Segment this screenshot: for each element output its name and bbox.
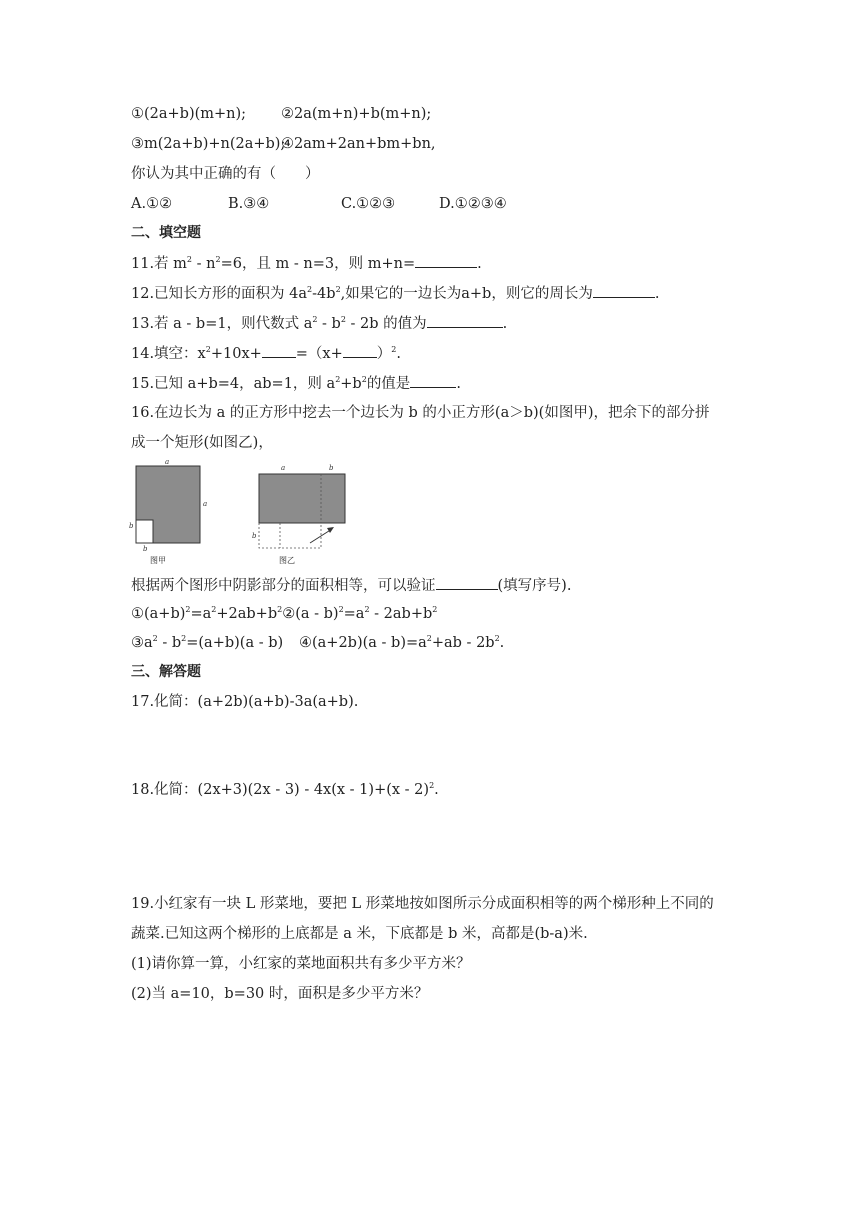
label-b-top: b [329,464,334,472]
label-b-left: b [129,522,134,530]
section-title-fill-blank: 二、填空题 [131,225,201,241]
q10-options-row1 [131,104,432,124]
q19-line-2: 蔬菜.已知这两个梯形的上底都是 a 米，下底都是 b 米，高都是(b-a)米. [131,926,588,942]
q13-text-d: . [502,316,508,332]
q14-text-d: ） [376,346,392,362]
q18-text-a: 18.化简：(2x+3)(2x - 3) - 4x(x - 1)+(x - 2) [131,782,430,798]
answer-blank[interactable] [410,373,456,388]
superscript: 2 [211,605,217,614]
q16-opt2-b: =a [343,606,365,622]
q12-text-a: 12.已知长方形的面积为 4a [131,286,308,302]
superscript: 2 [432,605,438,614]
q10-option-2: ②2a(m+n)+b(m+n); [281,106,432,122]
q16-options-row2 [131,633,505,653]
question-18 [131,780,439,800]
label-a-top: a [165,459,170,466]
q16-opt1-c: +2ab+b [216,606,278,622]
q16-opt4-b: +ab - 2b [431,635,495,651]
superscript: 2 [185,605,191,614]
small-square [136,520,153,543]
q16-text-b: (填写序号). [497,578,572,594]
q15-text-b: +b [340,376,362,392]
superscript: 2 [307,285,313,294]
q13-text-b: - b [317,316,341,332]
superscript: 2 [277,605,283,614]
superscript: 2 [391,345,397,354]
q19-line-1: 19.小红家有一块 L 形菜地，要把 L 形菜地按如图所示分成面积相等的两个梯形种上不同的 [131,896,714,912]
superscript: 2 [312,315,318,324]
q10-option-3: ③m(2a+b)+n(2a+b); [131,136,286,152]
answer-blank[interactable] [415,253,477,268]
superscript: 2 [338,605,344,614]
superscript: 2 [340,315,346,324]
answer-blank[interactable] [436,575,498,590]
q16-text-a: 根据两个图形中阴影部分的面积相等，可以验证 [131,578,436,594]
choice-a: A.①② [131,196,173,212]
q11-text-b: - n [192,256,216,272]
q19-sub-2: (2)当 a=10，b=30 时，面积是多少平方米？ [131,986,429,1002]
q13-text-a: 13.若 a - b=1，则代数式 a [131,316,313,332]
q15-text-a: 15.已知 a+b=4，ab=1，则 a [131,376,336,392]
q10-option-1: ①(2a+b)(m+n); [131,106,247,122]
q16-line-2: 成一个矩形(如图乙)， [131,435,273,451]
q14-text-e: . [396,346,401,362]
q16-line-3 [131,575,571,596]
q14-text-a: 14.填空：x [131,346,206,362]
question-12 [131,283,659,304]
caption-jia: 图甲 [150,556,166,565]
answer-blank[interactable] [262,343,296,358]
q11-text-d: . [477,256,482,272]
question-17: 17.化简：(a+2b)(a+b)-3a(a+b). [131,694,359,710]
q16-line-1: 16.在边长为 a 的正方形中挖去一个边长为 b 的小正方形(a＞b)(如图甲)，把余下的部分拼 [131,405,710,421]
q12-text-d: . [654,286,660,302]
rectangle [259,474,345,523]
question-15 [131,373,461,394]
superscript: 2 [426,634,432,643]
superscript: 2 [494,634,500,643]
superscript: 2 [361,375,367,384]
q16-opt4-a: ④(a+2b)(a - b)=a [299,635,427,651]
q16-opt3-c: =(a+b)(a - b) [186,635,284,651]
caption-yi: 图乙 [279,556,295,565]
superscript: 2 [335,285,341,294]
q14-text-c: =（x+ [295,346,343,362]
q10-choices [131,194,507,214]
q16-opt3-a: ③a [131,635,153,651]
superscript: 2 [364,605,370,614]
answer-blank[interactable] [593,283,655,298]
superscript: 2 [186,255,193,264]
label-b-bottom: b [143,545,148,553]
label-b-left: b [252,532,257,540]
question-11 [131,253,482,274]
dashed-moved-part [259,523,321,548]
q10-options-row2 [131,134,436,154]
choice-c: C.①②③ [341,196,396,212]
figure-jia [124,459,214,569]
q12-text-b: -4b [312,286,336,302]
q16-opt2-a: ②(a - b) [282,606,339,622]
q16-options-row1 [131,604,437,624]
q16-opt1-a: ①(a+b) [131,606,186,622]
q15-text-d: . [456,376,461,392]
question-14 [131,343,401,364]
q18-text-b: . [434,782,439,798]
superscript: 2 [215,255,221,264]
q10-option-4: ④2am+2an+bm+bn, [281,136,436,152]
q13-text-c: - 2b 的值为 [345,316,427,332]
label-a-top: a [281,464,286,472]
q10-prompt: 你认为其中正确的有（ ） [131,166,320,182]
superscript: 2 [181,634,187,643]
superscript: 2 [429,781,435,790]
q12-text-c: ,如果它的一边长为a+b，则它的周长为 [340,286,593,302]
answer-blank[interactable] [343,343,377,358]
section-title-solve: 三、解答题 [131,664,201,680]
q16-opt4-c: . [499,635,505,651]
q16-opt1-b: =a [190,606,212,622]
superscript: 2 [335,375,341,384]
choice-b: B.③④ [228,196,270,212]
figure-yi [248,459,352,569]
question-13 [131,313,507,334]
answer-blank[interactable] [427,313,503,328]
q19-sub-1: (1)请你算一算，小红家的菜地面积共有多少平方米？ [131,956,471,972]
choice-d: D.①②③④ [439,196,507,212]
superscript: 2 [205,345,211,354]
arrow-line [310,529,332,543]
q11-text-c: =6，且 m - n=3，则 m+n= [220,256,416,272]
q14-text-b: +10x+ [210,346,262,362]
label-a-right: a [203,500,208,508]
q11-text-a: 11.若 m [131,256,187,272]
q15-text-c: 的值是 [366,376,411,392]
q16-opt2-c: - 2ab+b [369,606,433,622]
superscript: 2 [152,634,158,643]
q16-option-4 [299,633,504,653]
q16-opt3-b: - b [157,635,182,651]
